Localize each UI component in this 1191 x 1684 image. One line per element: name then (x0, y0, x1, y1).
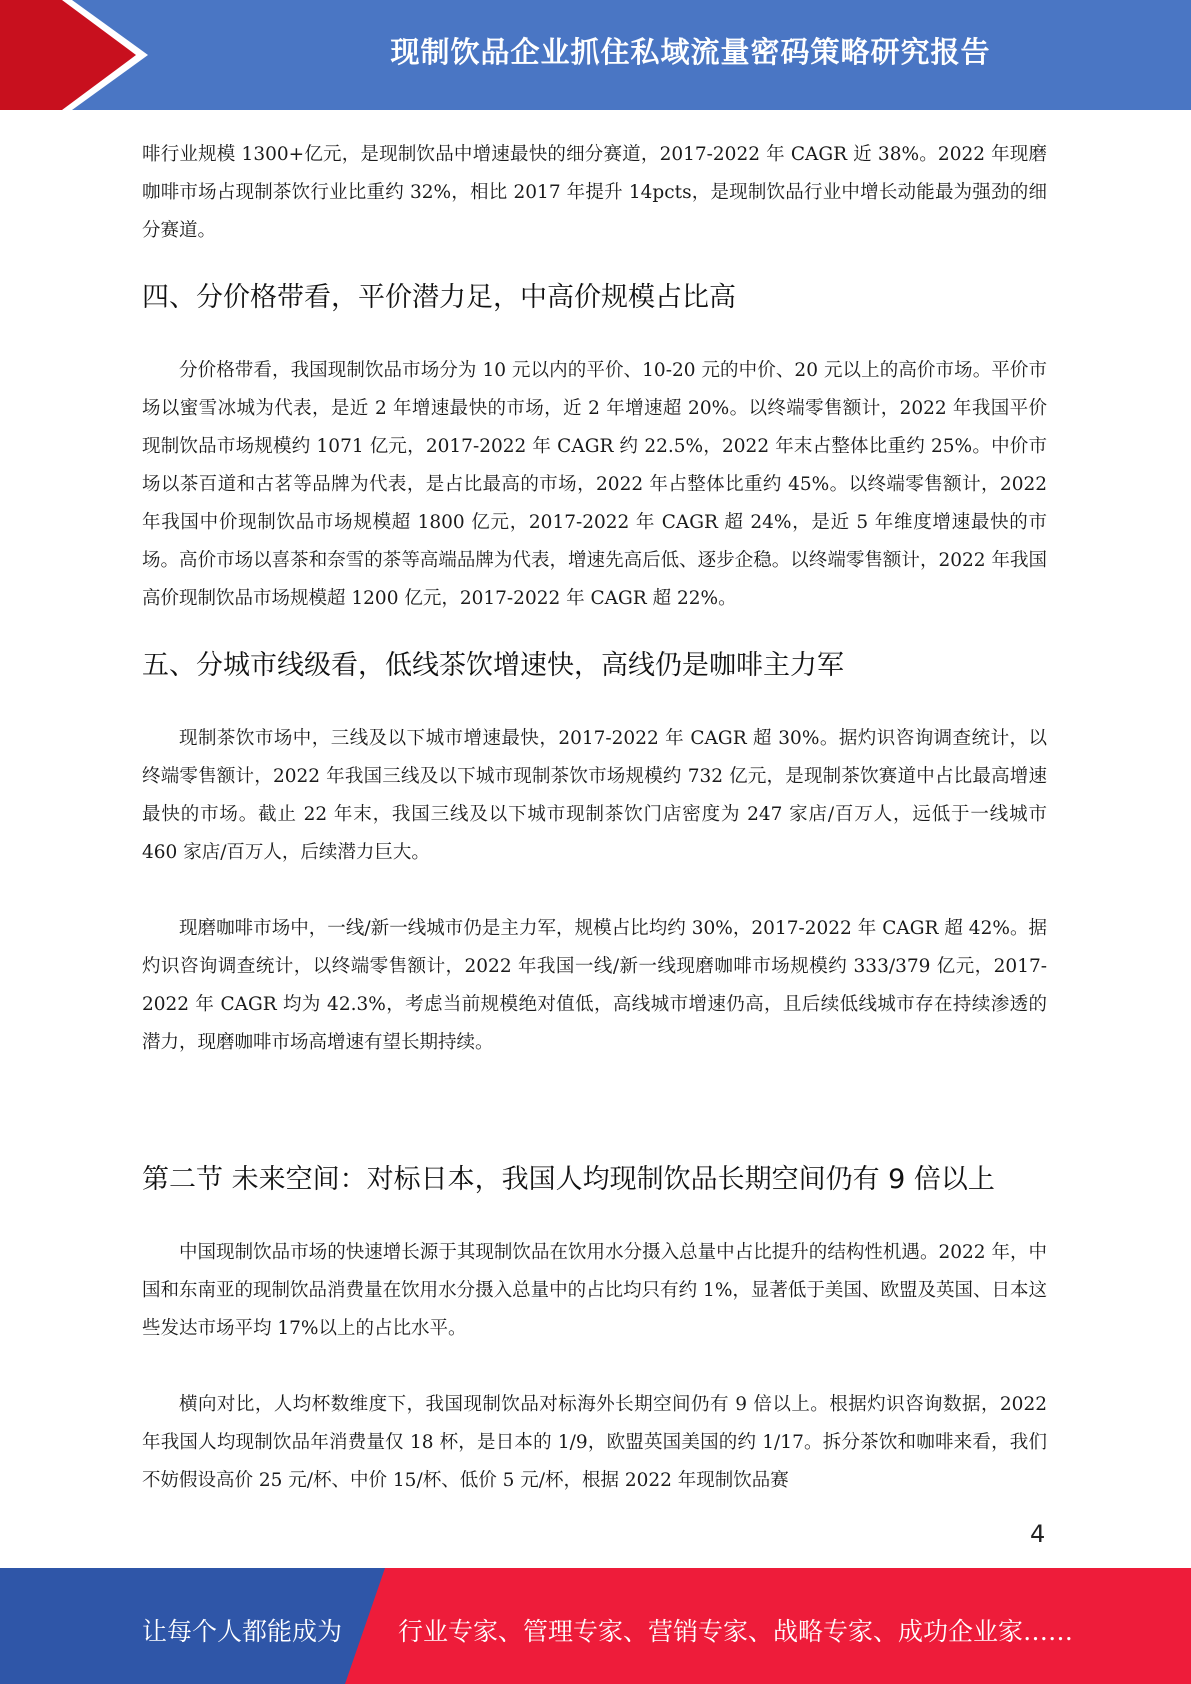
tea-market-paragraph: 现制茶饮市场中，三线及以下城市增速最快，2017-2022 年 CAGR 超 30%。据灼识咨询调查统计，以终端零售额计，2022 年我国三线及以下城市现制茶饮市场规模约 732 亿元，是现制茶饮赛道中占比最高增速最快的市场。截止 22 年末，我国三线及以下城市现制茶饮门店密度为 247 家店/百万人，远低于一线城市 460 家店/百万人，后续潜力巨大。 (142, 728, 1047, 863)
intro-paragraph: 啡行业规模 1300+亿元，是现制饮品中增速最快的细分赛道，2017-2022 年 CAGR 近 38%。2022 年现磨咖啡市场占现制茶饮行业比重约 32%，相比 2017 年提升 14pcts，是现制饮品行业中增长动能最为强劲的细分赛道。 (142, 144, 1047, 241)
report-title: 现制饮品企业抓住私域流量密码策略研究报告 (390, 35, 991, 69)
section-heading-price: 四、分价格带看，平价潜力足，中高价规模占比高 (142, 282, 736, 313)
page-footer (0, 1568, 1191, 1684)
footer-slogan-right: 行业专家、管理专家、营销专家、战略专家、成功企业家…… (398, 1617, 1074, 1646)
document-body (142, 136, 1047, 1500)
section-heading-city-tier: 五、分城市线级看，低线茶饮增速快，高线仍是咖啡主力军 (142, 650, 844, 681)
page-header (0, 0, 1191, 110)
footer-slogan-left: 让每个人都能成为 (142, 1617, 343, 1646)
coffee-market-paragraph: 现磨咖啡市场中，一线/新一线城市仍是主力军，规模占比均约 30%，2017-2022 年 CAGR 超 42%。据灼识咨询调查统计，以终端零售额计，2022 年我国一线/新一线现磨咖啡市场规模约 333/379 亿元，2017-2022 年 CAGR 均为 42.3%，考虑当前规模绝对值低，高线城市增速仍高，且后续低线城市存在持续渗透的潜力，现磨咖啡市场高增速有望长期持续。 (142, 918, 1047, 1053)
price-band-paragraph: 分价格带看，我国现制饮品市场分为 10 元以内的平价、10-20 元的中价、20 元以上的高价市场。平价市场以蜜雪冰城为代表，是近 2 年增速最快的市场，近 2 年增速超 20%。以终端零售额计，2022 年我国平价现制饮品市场规模约 1071 亿元，2017-2022 年 CAGR 约 22.5%，2022 年末占整体比重约 25%。中价市场以茶百道和古茗等品牌为代表，是占比最高的市场，2022 年占整体比重约 45%。以终端零售额计，2022 年我国中价现制饮品市场规模超 1800 亿元，2017-2022 年 CAGR 超 24%，是近 5 年维度增速最快的市场。高价市场以喜茶和奈雪的茶等高端品牌为代表，增速先高后低、逐步企稳。以终端零售额计，2022 年我国高价现制饮品市场规模超 1200 亿元，2017-2022 年 CAGR 超 22%。 (142, 360, 1047, 609)
page-number: 4 (1030, 1520, 1046, 1548)
comparison-paragraph: 横向对比，人均杯数维度下，我国现制饮品对标海外长期空间仍有 9 倍以上。根据灼识咨询数据，2022 年我国人均现制饮品年消费量仅 18 杯，是日本的 1/9，欧盟英国美国的约 1/17。拆分茶饮和咖啡来看，我们不妨假设高价 25 元/杯、中价 15/杯、低价 5 元/杯，根据 2022 年现制饮品赛 (142, 1394, 1047, 1491)
growth-paragraph: 中国现制饮品市场的快速增长源于其现制饮品在饮用水分摄入总量中占比提升的结构性机遇。2022 年，中国和东南亚的现制饮品消费量在饮用水分摄入总量中的占比均只有约 1%，显著低于美国、欧盟及英国、日本这些发达市场平均 17%以上的占比水平。 (142, 1242, 1047, 1339)
chapter-heading-future-space: 第二节 未来空间：对标日本，我国人均现制饮品长期空间仍有 9 倍以上 (142, 1164, 995, 1195)
